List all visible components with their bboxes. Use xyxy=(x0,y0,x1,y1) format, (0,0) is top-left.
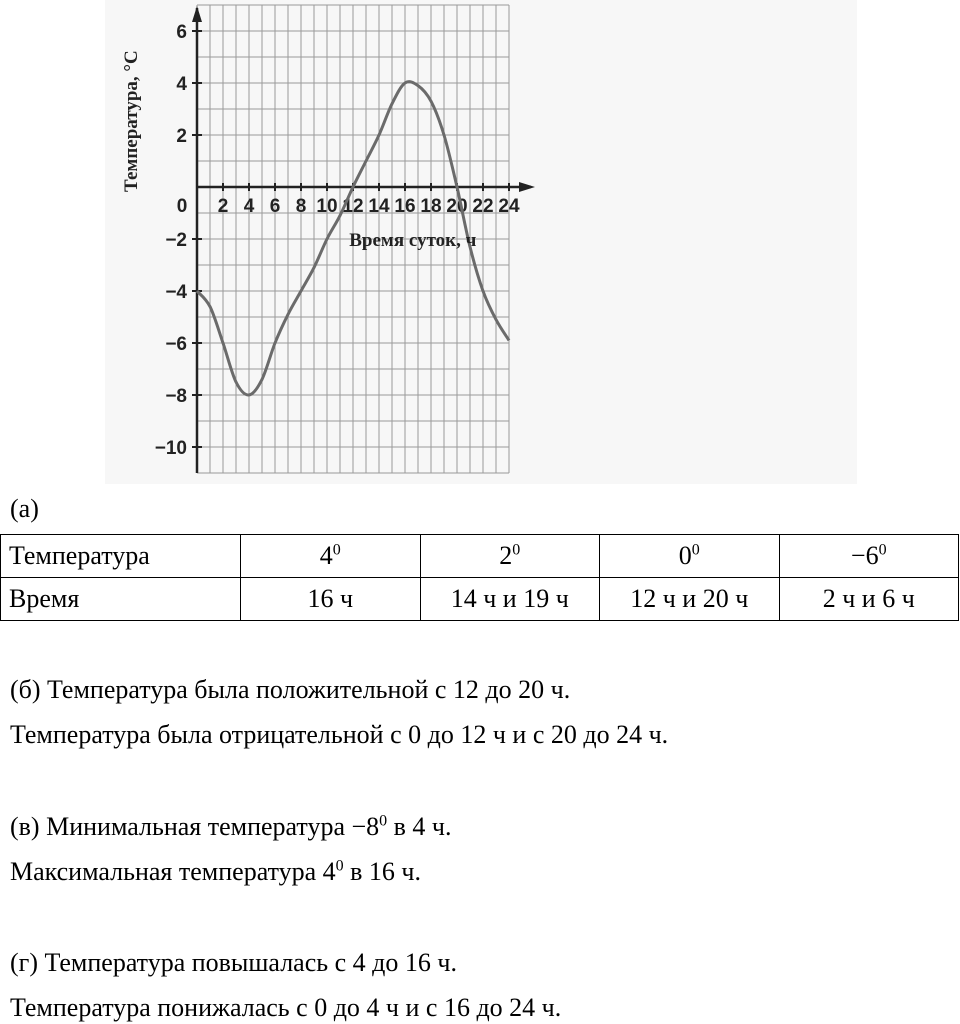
answer-table xyxy=(0,534,959,621)
table-cell-temp: $2^0$ xyxy=(420,535,600,578)
y-tick-label: −6 xyxy=(165,334,187,355)
table-cell-temp: $0^0$ xyxy=(600,535,780,578)
y-tick-label: −8 xyxy=(165,386,187,407)
x-tick-label: 0 xyxy=(176,196,188,217)
part-a-label: (а) xyxy=(10,494,39,523)
table-row xyxy=(1,535,959,578)
y-axis-title: Температура, °С xyxy=(121,50,142,192)
y-tick-label: −4 xyxy=(165,282,187,303)
answer-b-line1: (б) Температура была положительной с 12 до 20 ч. xyxy=(10,675,571,704)
x-tick-label: 22 xyxy=(472,196,494,217)
x-tick-label: 20 xyxy=(446,196,468,217)
table-cell-time: 14 ч и 19 ч xyxy=(420,578,600,621)
chart-svg xyxy=(105,0,857,484)
x-tick-label: 8 xyxy=(295,196,307,217)
y-tick-label: −10 xyxy=(154,438,187,459)
x-tick-label: 18 xyxy=(420,196,442,217)
answer-v-line1: (в) Минимальная температура $-8^0$ в 4 ч. xyxy=(10,812,452,841)
y-axis-arrow xyxy=(192,6,202,22)
y-tick-label: 4 xyxy=(176,74,187,95)
x-tick-label: 24 xyxy=(498,196,520,217)
table-cell-time: 12 ч и 20 ч xyxy=(600,578,780,621)
table-row xyxy=(1,578,959,621)
temperature-chart xyxy=(105,0,857,484)
table-cell-time: 2 ч и 6 ч xyxy=(779,578,959,621)
table-header-time: Время xyxy=(1,578,241,621)
table-cell-temp: $-6^0$ xyxy=(779,535,959,578)
table-header-temperature: Температура xyxy=(1,535,241,578)
x-tick-label: 4 xyxy=(243,196,255,217)
answer-b-line2: Температура была отрицательной с 0 до 12 ч и с 20 до 24 ч. xyxy=(10,720,669,749)
x-tick-label: 2 xyxy=(217,196,229,217)
y-tick-label: 6 xyxy=(176,22,187,43)
answer-v-line2: Максимальная температура $4^0$ в 16 ч. xyxy=(10,857,421,886)
y-tick-label: −2 xyxy=(165,230,187,251)
y-tick-label: 2 xyxy=(176,126,187,147)
x-tick-label: 14 xyxy=(368,196,390,217)
x-tick-label: 12 xyxy=(342,196,364,217)
x-tick-label: 6 xyxy=(269,196,281,217)
table-cell-time: 16 ч xyxy=(241,578,421,621)
table-cell-temp: $4^0$ xyxy=(241,535,421,578)
x-tick-label: 16 xyxy=(394,196,416,217)
answer-g-line1: (г) Температура повышалась с 4 до 16 ч. xyxy=(10,948,457,977)
x-axis-arrow xyxy=(519,182,535,192)
x-tick-label: 10 xyxy=(316,196,338,217)
answer-g-line2: Температура понижалась с 0 до 4 ч и с 16 до 24 ч. xyxy=(10,993,562,1022)
x-axis-title: Время суток, ч xyxy=(349,230,477,251)
